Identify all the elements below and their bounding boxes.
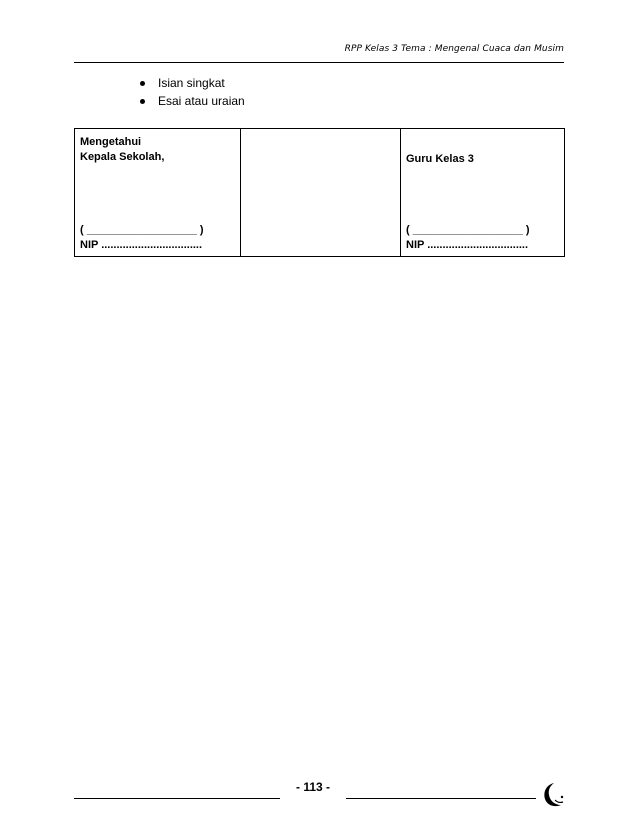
footer-divider-left xyxy=(74,798,280,799)
teacher-signature-cell xyxy=(401,129,565,257)
principal-signature-cell xyxy=(75,129,241,257)
header-divider xyxy=(74,62,564,63)
header-title: RPP Kelas 3 Tema : Mengenal Cuaca dan Musim xyxy=(344,44,564,54)
teacher-title: Guru Kelas 3 xyxy=(406,153,474,165)
crescent-moon-icon xyxy=(540,780,566,810)
list-item xyxy=(136,92,245,110)
principal-nip: NIP ................................. xyxy=(80,239,203,251)
empty-middle-cell xyxy=(241,129,401,257)
list-item xyxy=(136,74,245,92)
footer-divider-right xyxy=(346,798,536,799)
list-item-label: Esai atau uraian xyxy=(158,94,245,108)
signature-table xyxy=(74,128,565,257)
bullet-icon xyxy=(140,81,145,86)
principal-name-blank: ( __________________ ) xyxy=(80,224,204,236)
assessment-type-list xyxy=(136,74,245,110)
page-number: - 113 - xyxy=(295,780,331,794)
teacher-name-blank: ( __________________ ) xyxy=(406,224,530,236)
principal-title: Kepala Sekolah, xyxy=(80,151,165,163)
acknowledged-label: Mengetahui xyxy=(80,136,142,148)
list-item-label: Isian singkat xyxy=(158,76,225,90)
teacher-nip: NIP ................................. xyxy=(406,239,529,251)
bullet-icon xyxy=(140,99,145,104)
